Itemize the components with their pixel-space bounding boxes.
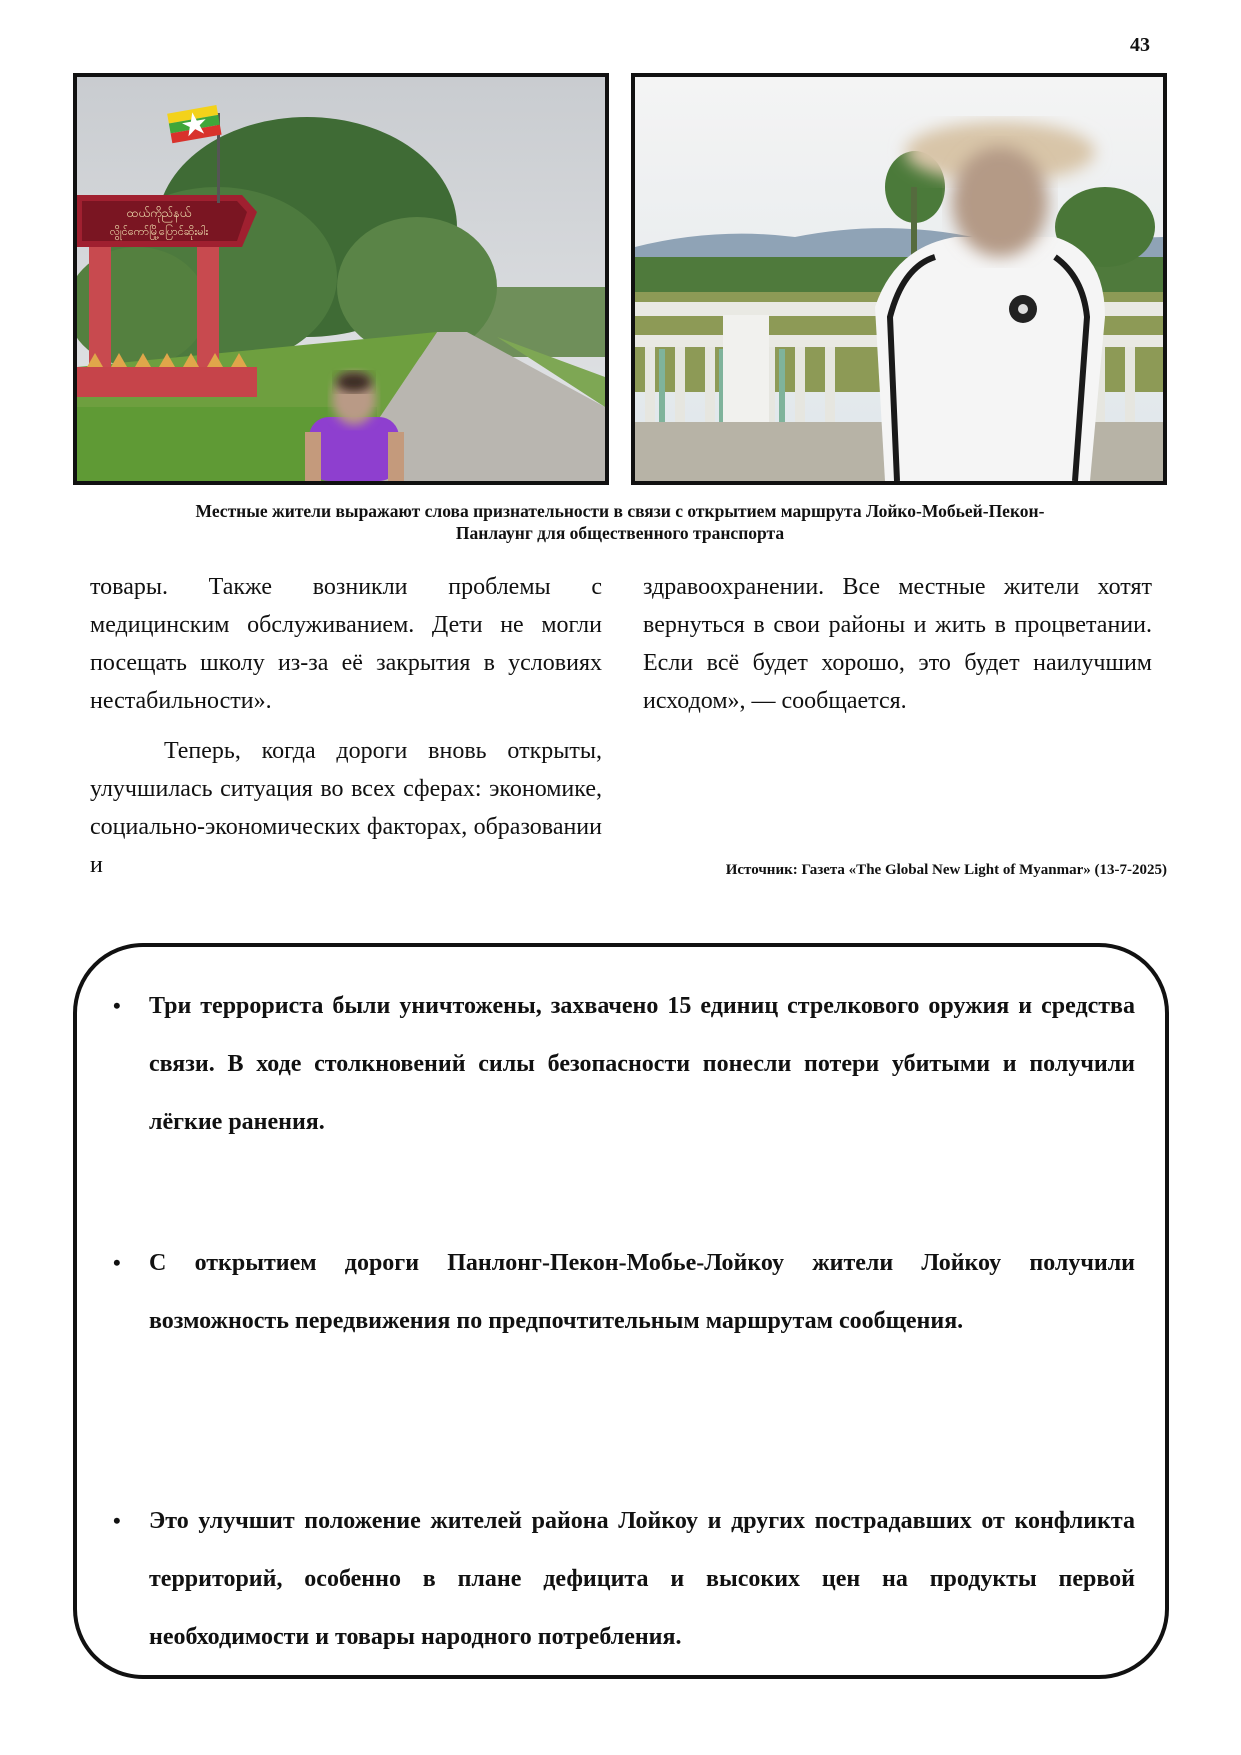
sign-text: ထယ်ကိုည်နယ် [126, 206, 192, 220]
bullet-icon: • [113, 1250, 121, 1275]
summary-box [73, 943, 1169, 1679]
caption-line-1: Местные жители выражают слова признательности в связи с открытием маршрута Лойко-Мобьей-Пекон- [195, 501, 1045, 521]
summary-item [113, 1234, 1135, 1350]
article-paragraph: здравоохранении. Все местные жители хотят вернуться в свои районы и жить в процветании. Если всё будет хорошо, это будет наилучшим исходом», — сообщается. [643, 574, 1152, 714]
article-paragraph: товары. Также возникли проблемы с медицинским обслуживанием. Дети не могли посещать школу из-за её закрытия в условиях нестабильности». [90, 574, 602, 714]
summary-item-text: Это улучшит положение жителей района Лойкоу и других пострадавших от конфликта территорий, особенно в плане дефицита и высоких цен на продукты первой необходимости и товары народного потребления. [149, 1508, 1135, 1650]
caption-line-2: Панлаунг для общественного транспорта [455, 523, 785, 543]
article-column-left [90, 568, 602, 884]
photo-roadside-sign [73, 73, 609, 485]
article-column-right [643, 568, 1152, 720]
photo-bridge-woman [631, 73, 1167, 485]
page-number: 43 [1130, 34, 1150, 56]
summary-item [113, 1492, 1135, 1666]
article-paragraph: Теперь, когда дороги вновь открыты, улучшилась ситуация во всех сферах: экономике, социально-экономических факторах, образовании и [90, 738, 602, 878]
sign-text: လွိုင်ကော်မြို့ပြောင်ဆိုးမါး [109, 225, 209, 238]
summary-item [113, 977, 1135, 1151]
article-source: Источник: Газета «The Global New Light of Myanmar» (13-7-2025) [725, 862, 1167, 878]
bullet-icon: • [113, 1508, 121, 1533]
summary-item-text: Три террориста были уничтожены, захвачено 15 единиц стрелкового оружия и средства связи. В ходе столкновений силы безопасности понесли потери убитыми и получили лёгкие ранения. [149, 993, 1135, 1135]
bullet-icon: • [113, 993, 121, 1018]
summary-item-text: С открытием дороги Панлонг-Пекон-Мобье-Лойкоу жители Лойкоу получили возможность передвижения по предпочтительным маршрутам сообщения. [149, 1250, 1135, 1334]
photo-caption [73, 500, 1167, 544]
